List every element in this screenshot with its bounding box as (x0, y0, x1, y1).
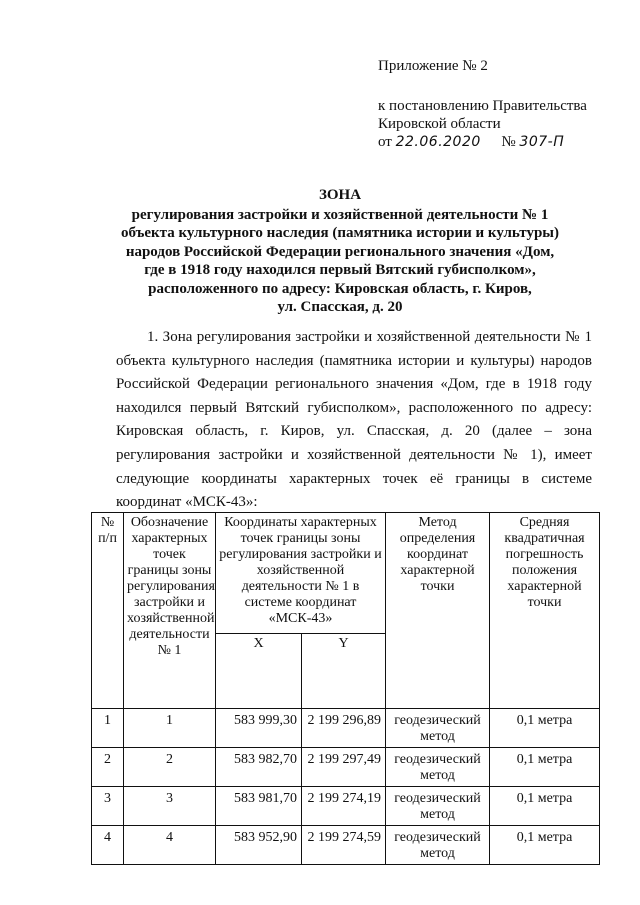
cell-y: 2 199 297,49 (302, 748, 386, 787)
heading-line: объекта культурного наследия (памятника истории и культуры) (120, 225, 559, 241)
cell-method: геодезический метод (386, 748, 490, 787)
cell-error: 0,1 метра (490, 787, 600, 826)
intro-paragraph: 1. Зона регулирования застройки и хозяйственной деятельности № 1 объекта культурного наследия (памятника истории и культуры) народов Российской Федерации регионального значения «Дом, где в 1918 году находился первый Вятский губисполком», расположенного по адресу: Кировская область, г. Киров, ул. Спасская, д. 20 (далее – зона регулирования застройки и хозяйственной деятельности № 1), имеет следующие координаты характерных точек её границы в системе координат «МСК-43»: (116, 329, 592, 511)
header-error: Средняя квадратичная погрешность положения характерной точки (490, 513, 600, 709)
heading-line: расположенного по адресу: Кировская область, г. Киров, (148, 280, 532, 297)
table-row (92, 787, 600, 826)
header-coords: Координаты характерных точек границы зоны регулирования застройки и хозяйственной деятельности № 1 в системе координат «МСК-43» (216, 513, 386, 634)
heading-line: ул. Спасская, д. 20 (277, 299, 403, 315)
heading-title: ЗОНА (318, 187, 362, 203)
cell-point: 2 (124, 748, 216, 787)
cell-method: геодезический метод (386, 787, 490, 826)
cell-x: 583 982,70 (216, 748, 302, 787)
table-row (92, 748, 600, 787)
cell-x: 583 981,70 (216, 787, 302, 826)
header-y: Y (302, 634, 386, 709)
document-heading (90, 186, 590, 317)
heading-line: регулирования застройки и хозяйственной деятельности № 1 (131, 206, 549, 223)
appendix-title: Приложение № 2 (378, 58, 488, 74)
handwritten-date: 22.06.2020 (395, 134, 481, 150)
cell-point: 1 (124, 709, 216, 748)
number-prefix: № (501, 134, 516, 150)
appendix-line-2: Кировской области (378, 116, 501, 132)
cell-y: 2 199 274,59 (302, 826, 386, 865)
header-num: № п/п (92, 513, 124, 709)
cell-y: 2 199 274,19 (302, 787, 386, 826)
cell-method: геодезический метод (386, 826, 490, 865)
cell-error: 0,1 метра (490, 709, 600, 748)
header-point: Обозначение характерных точек границы зоны регулирования застройки и хозяйственной деятельности № 1 (124, 513, 216, 709)
header-method: Метод определения координат характерной точки (386, 513, 490, 709)
cell-num: 3 (92, 787, 124, 826)
coordinates-table (91, 512, 600, 865)
handwritten-number: 307-П (519, 134, 565, 150)
table-row (92, 709, 600, 748)
appendix-line-1: к постановлению Правительства (378, 98, 587, 114)
heading-line: где в 1918 году находился первый Вятский губисполком», (144, 262, 536, 278)
cell-num: 2 (92, 748, 124, 787)
cell-point: 3 (124, 787, 216, 826)
header-x: X (216, 634, 302, 709)
heading-line: народов Российской Федерации регионального значения «Дом, (125, 243, 555, 260)
cell-x: 583 999,30 (216, 709, 302, 748)
table-row (92, 826, 600, 865)
appendix-date-row (378, 133, 587, 151)
cell-num: 1 (92, 709, 124, 748)
cell-point: 4 (124, 826, 216, 865)
cell-method: геодезический метод (386, 709, 490, 748)
cell-num: 4 (92, 826, 124, 865)
cell-error: 0,1 метра (490, 826, 600, 865)
appendix-block (378, 57, 587, 151)
cell-error: 0,1 метра (490, 748, 600, 787)
date-prefix: от (378, 134, 392, 150)
cell-y: 2 199 296,89 (302, 709, 386, 748)
cell-x: 583 952,90 (216, 826, 302, 865)
